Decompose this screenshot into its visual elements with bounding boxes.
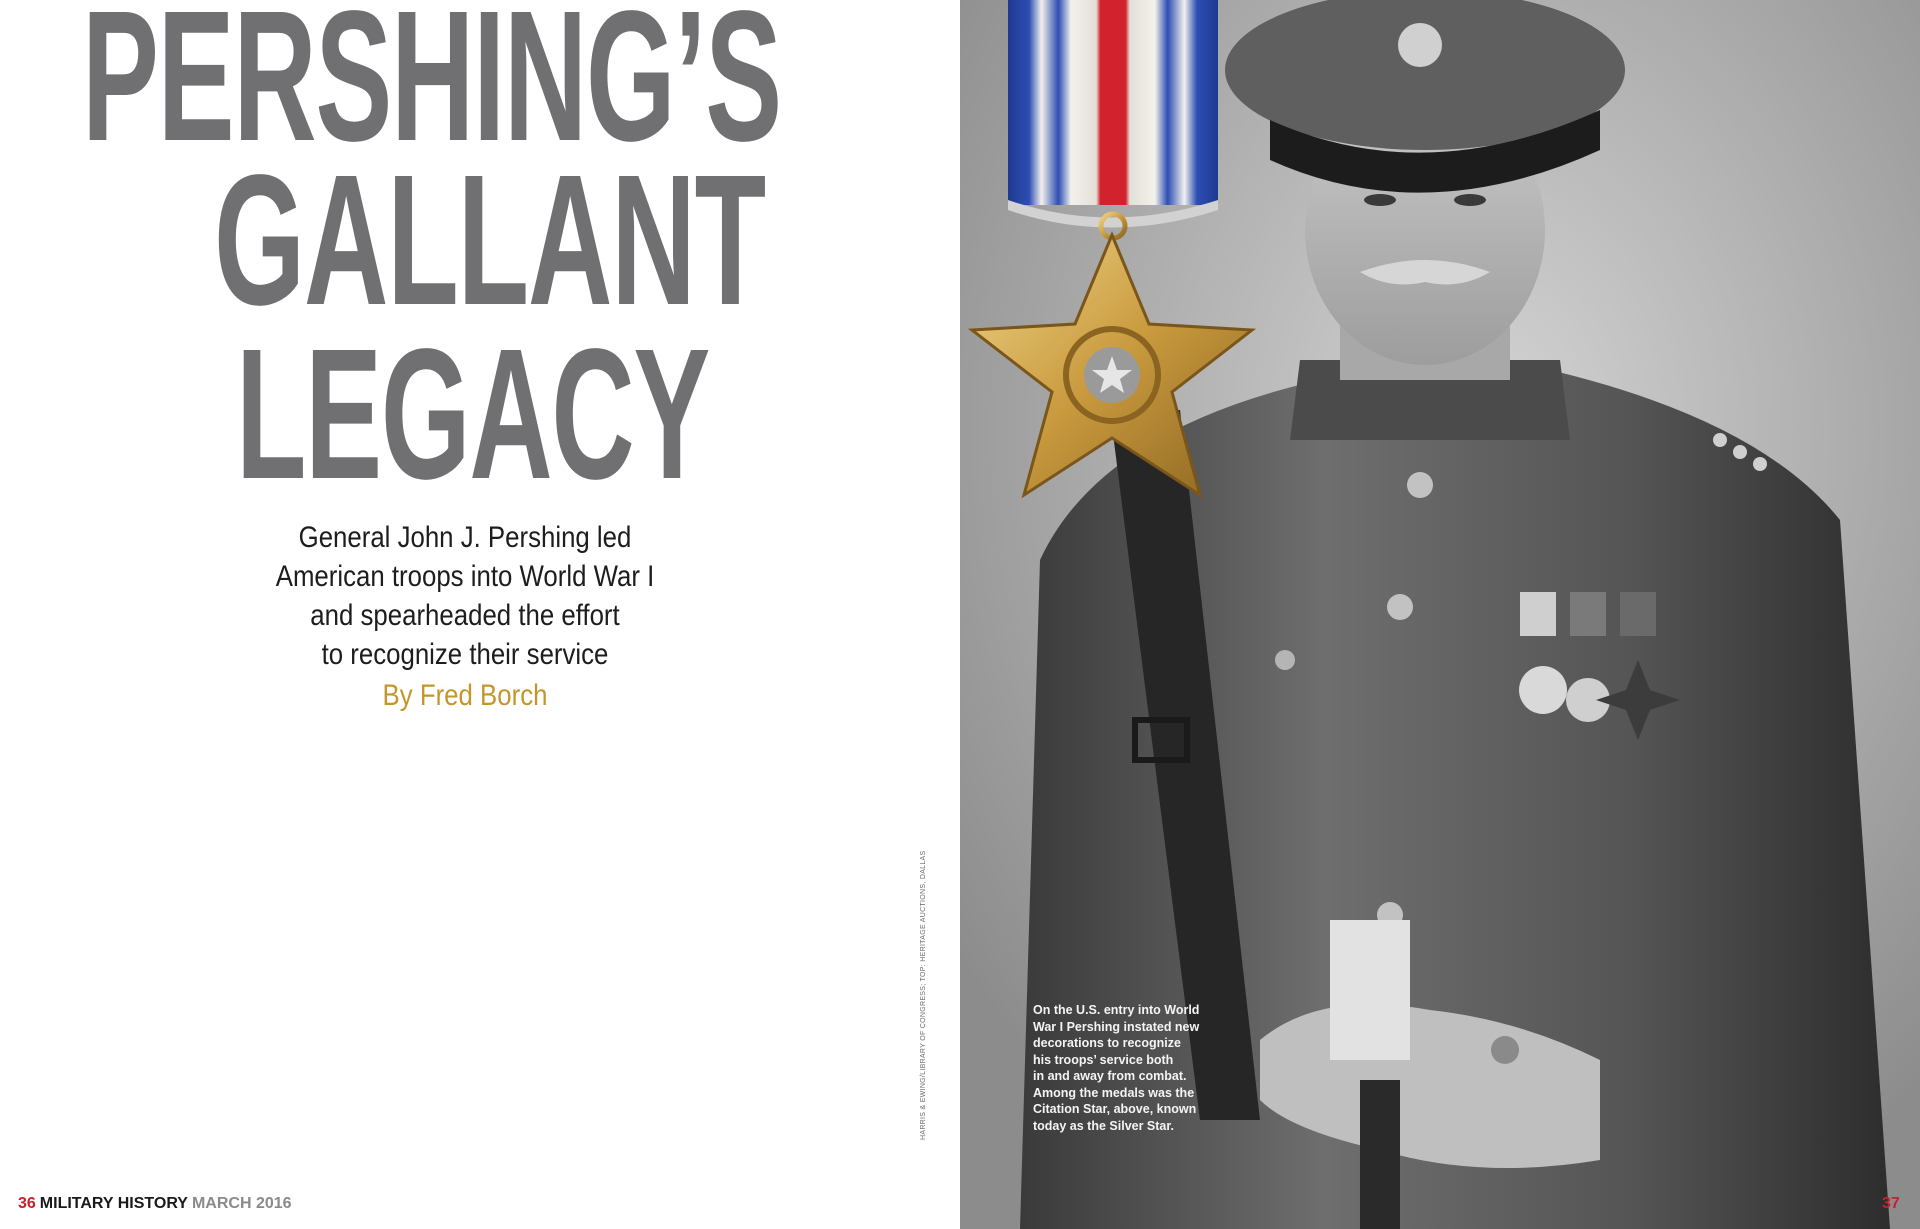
coat-button [1387, 594, 1413, 620]
byline: By Fred Borch [382, 679, 548, 712]
signet-ring [1491, 1036, 1519, 1064]
caption-line: today as the Silver Star. [1033, 1118, 1175, 1133]
caption-line: Among the medals was the [1033, 1085, 1195, 1100]
caption-line: in and away from combat. [1033, 1069, 1187, 1083]
headline-line-3: LEGACY [236, 311, 710, 518]
shoulder-star [1733, 445, 1747, 459]
caption-line: On the U.S. entry into World [1033, 1003, 1200, 1017]
gloves [1330, 920, 1410, 1060]
page-number-right: 37 [1882, 1195, 1900, 1212]
caption-line: his troops’ service both [1033, 1052, 1174, 1067]
page-number-left: 36 [18, 1195, 36, 1212]
caption-line: decorations to recognize [1033, 1036, 1181, 1050]
photo-credit: HARRIS & EWING/LIBRARY OF CONGRESS; TOP: HERITAGE AUCTIONS, DALLAS [920, 850, 927, 1140]
deck-line-2: American troops into World War I [275, 560, 655, 593]
deck [200, 518, 730, 674]
left-eye [1364, 194, 1396, 206]
magazine-name: MILITARY HISTORY [39, 1195, 188, 1212]
shoulder-star [1713, 433, 1727, 447]
deck-line-3: and spearheaded the effort [310, 599, 620, 632]
issue-date: MARCH 2016 [191, 1195, 292, 1212]
medal-ribbon [1520, 592, 1556, 636]
sword-hilt [1360, 1080, 1400, 1229]
medal-ribbon [1620, 592, 1656, 636]
caption-line: Citation Star, above, known [1033, 1102, 1197, 1116]
headline-line-1: PERSHING’S [82, 0, 781, 180]
caption-line: War I Pershing instated new [1033, 1019, 1200, 1034]
deck-line-4: to recognize their service [321, 638, 609, 671]
pocket-button [1275, 650, 1295, 670]
shoulder-star [1753, 457, 1767, 471]
deck-line-1: General John J. Pershing led [298, 521, 632, 554]
medal [1519, 666, 1567, 714]
coat-button [1407, 472, 1433, 498]
photo-caption [1033, 1002, 1223, 1134]
folio-left [18, 1195, 292, 1213]
medal-ribbon-drape [1008, 0, 1218, 205]
right-eye [1454, 194, 1486, 206]
cap-badge [1398, 23, 1442, 67]
medal-ribbon [1570, 592, 1606, 636]
headline-line-2: GALLANT [214, 137, 765, 344]
